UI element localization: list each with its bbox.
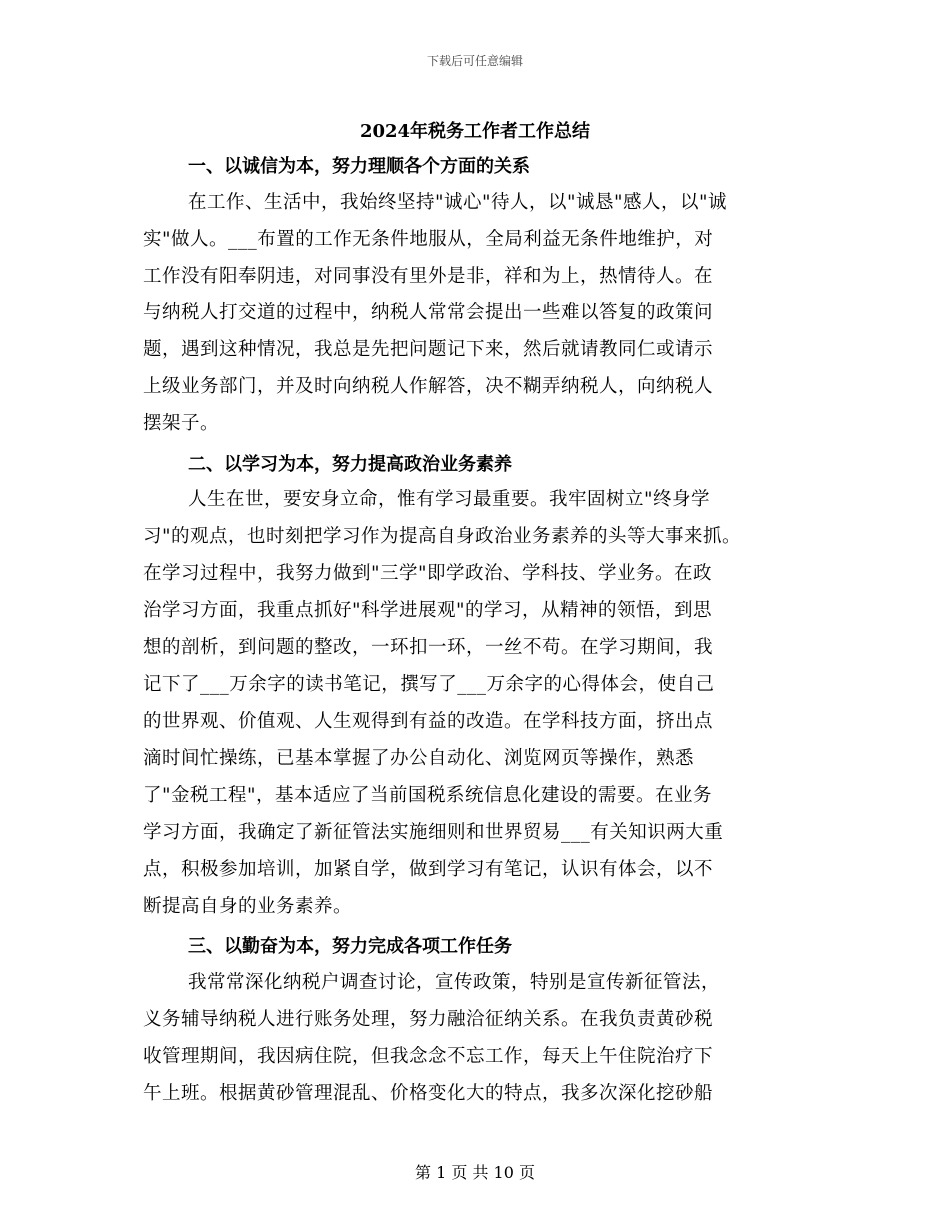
section-heading: 二、以学习为本，努力提高政治业务素养: [188, 454, 512, 475]
paragraph-line: 午上班。根据黄砂管理混乱、价格变化大的特点，我多次深化挖砂船: [143, 1083, 714, 1104]
paragraph-line: 实"做人。___布置的工作无条件地服从，全局利益无条件地维护，对: [143, 229, 714, 250]
paragraph-line: 在工作、生活中，我始终坚持"诚心"待人，以"诚恳"感人，以"诚: [188, 192, 728, 213]
document-title: 2024年税务工作者工作总结: [359, 121, 591, 142]
paragraph-line: 学习方面，我确定了新征管法实施细则和世界贸易___有关知识两大重: [143, 822, 724, 843]
paragraph-line: 工作没有阳奉阴违，对同事没有里外是非，祥和为上，热情待人。在: [143, 266, 714, 287]
section-heading: 一、以诚信为本，努力理顺各个方面的关系: [188, 156, 530, 177]
paragraph-line: 想的剖析，到问题的整改，一环扣一环，一丝不苟。在学习期间，我: [143, 637, 714, 658]
paragraph-line: 的世界观、价值观、人生观得到有益的改造。在学科技方面，挤出点: [143, 711, 714, 732]
paragraph-line: 义务辅导纳税人进行账务处理，努力融洽征纳关系。在我负责黄砂税: [143, 1009, 714, 1030]
page-footer: 第 1 页 共 10 页: [415, 1163, 535, 1182]
paragraph-line: 收管理期间，我因病住院，但我念念不忘工作，每天上午住院治疗下: [143, 1046, 714, 1067]
section-heading: 三、以勤奋为本，努力完成各项工作任务: [188, 936, 512, 957]
paragraph-line: 治学习方面，我重点抓好"科学进展观"的学习，从精神的领悟，到思: [143, 600, 713, 621]
paragraph-line: 断提高自身的业务素养。: [143, 896, 353, 917]
paragraph-line: 与纳税人打交道的过程中，纳税人常常会提出一些难以答复的政策问: [143, 302, 714, 323]
paragraph-line: 滴时间忙操练，已基本掌握了办公自动化、浏览网页等操作，熟悉: [143, 748, 695, 769]
paragraph-line: 在学习过程中，我努力做到"三学"即学政治、学科技、学业务。在政: [143, 563, 713, 584]
paragraph-line: 点，积极参加培训，加紧自学，做到学习有笔记，认识有体会，以不: [143, 859, 714, 880]
paragraph-line: 我常常深化纳税户调查讨论，宣传政策，特别是宣传新征管法，: [188, 972, 721, 993]
paragraph-line: 摆架子。: [143, 413, 220, 434]
paragraph-line: 题，遇到这种情况，我总是先把问题记下来，然后就请教同仁或请示: [143, 339, 714, 360]
paragraph-line: 人生在世，要安身立命，惟有学习最重要。我牢固树立"终身学: [188, 489, 711, 510]
paragraph-line: 习"的观点，也时刻把学习作为提高自身政治业务素养的头等大事来抓。: [143, 526, 742, 547]
paragraph-line: 记下了___万余字的读书笔记，撰写了___万余字的心得体会，使自己: [143, 674, 715, 695]
paragraph-line: 了"金税工程"，基本适应了当前国税系统信息化建设的需要。在业务: [143, 785, 713, 806]
page-header: 下载后可任意编辑: [426, 54, 523, 68]
paragraph-line: 上级业务部门，并及时向纳税人作解答，决不糊弄纳税人，向纳税人: [143, 376, 714, 397]
